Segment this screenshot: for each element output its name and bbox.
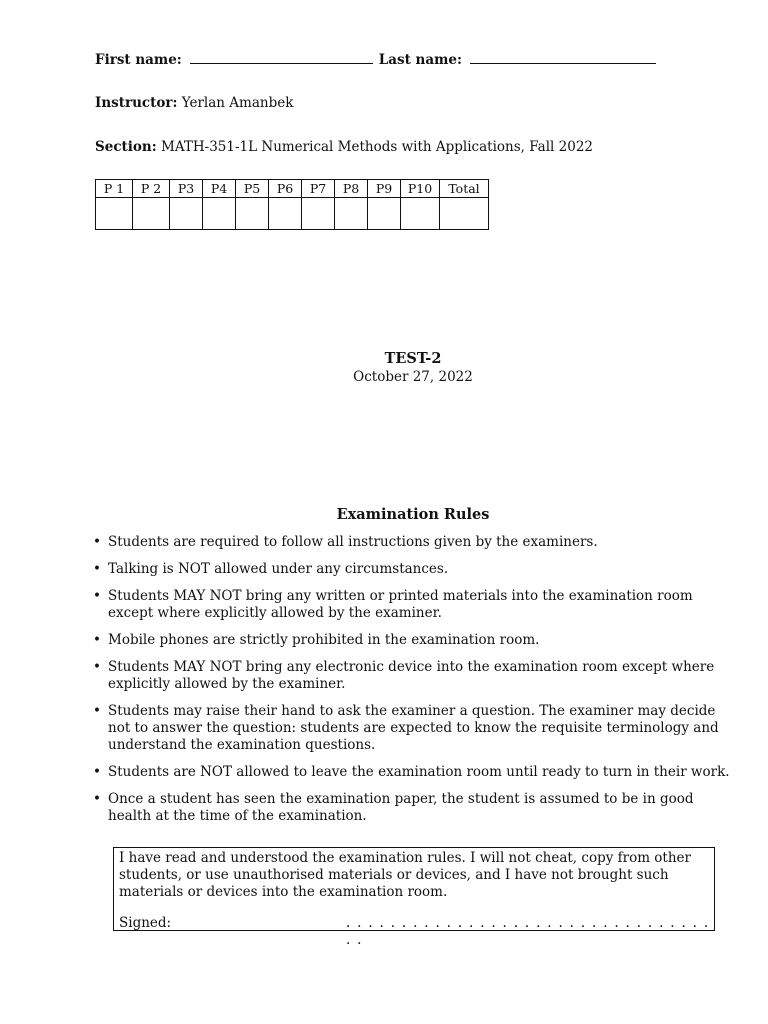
- bullet-icon: •: [93, 632, 101, 648]
- rule-item: [93, 703, 733, 754]
- score-header-cell: P 2: [133, 180, 170, 198]
- score-entry-cell[interactable]: [170, 198, 203, 230]
- score-entry-cell[interactable]: [440, 198, 489, 230]
- first-name-label: First name:: [95, 52, 182, 68]
- bullet-icon: •: [93, 588, 101, 604]
- bullet-icon: •: [93, 764, 101, 780]
- test-date: October 27, 2022: [353, 369, 473, 385]
- rule-item: [93, 588, 733, 622]
- signature-line[interactable]: . . . . . . . . . . . . . . . . . . . . . . . . . . . . . . . . . . .: [346, 915, 710, 948]
- score-table: [95, 179, 489, 230]
- rule-text: Students are required to follow all instructions given by the examiners.: [108, 534, 598, 550]
- score-header-cell: P9: [368, 180, 401, 198]
- section-value: MATH-351-1L Numerical Methods with Applications, Fall 2022: [161, 139, 594, 155]
- signed-label: Signed:: [119, 915, 172, 931]
- name-row: [95, 52, 656, 68]
- rule-text: Students are NOT allowed to leave the examination room until ready to turn in their work.: [108, 764, 730, 780]
- section-row: [95, 139, 593, 155]
- score-header-cell: P4: [203, 180, 236, 198]
- score-header-cell: P 1: [96, 180, 133, 198]
- bullet-icon: •: [93, 703, 101, 719]
- first-name-field[interactable]: [190, 53, 373, 64]
- score-entry-cell[interactable]: [269, 198, 302, 230]
- instructor-row: [95, 95, 293, 111]
- rule-text: Talking is NOT allowed under any circumstances.: [108, 561, 449, 577]
- score-header-cell: P3: [170, 180, 203, 198]
- score-entry-cell[interactable]: [96, 198, 133, 230]
- last-name-label: Last name:: [378, 52, 462, 68]
- score-entry-cell[interactable]: [203, 198, 236, 230]
- pledge-text: I have read and understood the examination rules. I will not cheat, copy from other students, or use unauthorised materials or devices, and I have not brought such materials or devices into the examination room.: [119, 850, 691, 900]
- rules-list: [93, 534, 733, 835]
- score-table-entry-row: [96, 198, 489, 230]
- rule-item: [93, 764, 733, 781]
- score-header-cell: Total: [440, 180, 489, 198]
- rules-heading: Examination Rules: [336, 506, 490, 523]
- rule-text: Students may raise their hand to ask the examiner a question. The examiner may decide not to answer the question: students are expected to know the requisite terminology and understand the examination questions.: [108, 703, 719, 753]
- pledge-box: [113, 847, 715, 948]
- score-table-header-row: [96, 180, 489, 198]
- bullet-icon: •: [93, 561, 101, 577]
- section-label: Section:: [95, 139, 157, 155]
- rule-item: [93, 632, 733, 649]
- score-header-cell: P10: [401, 180, 440, 198]
- score-header-cell: P8: [335, 180, 368, 198]
- instructor-label: Instructor:: [95, 95, 178, 111]
- rule-text: Students MAY NOT bring any written or printed materials into the examination room except where explicitly allowed by the examiner.: [108, 588, 693, 621]
- score-entry-cell[interactable]: [302, 198, 335, 230]
- bullet-icon: •: [93, 534, 101, 550]
- rule-text: Students MAY NOT bring any electronic device into the examination room except where explicitly allowed by the examiner.: [108, 659, 715, 692]
- score-entry-cell[interactable]: [133, 198, 170, 230]
- bullet-icon: •: [93, 659, 101, 675]
- rule-item: [93, 659, 733, 693]
- rule-item: [93, 534, 733, 551]
- score-header-cell: P6: [269, 180, 302, 198]
- bullet-icon: •: [93, 791, 101, 807]
- score-entry-cell[interactable]: [368, 198, 401, 230]
- score-entry-cell[interactable]: [236, 198, 269, 230]
- score-header-cell: P5: [236, 180, 269, 198]
- score-entry-cell[interactable]: [401, 198, 440, 230]
- score-entry-cell[interactable]: [335, 198, 368, 230]
- test-title: TEST-2: [384, 350, 442, 367]
- rule-text: Once a student has seen the examination paper, the student is assumed to be in good health at the time of the examination.: [108, 791, 694, 824]
- last-name-field[interactable]: [470, 53, 656, 64]
- rule-item: [93, 561, 733, 578]
- instructor-value: Yerlan Amanbek: [181, 95, 294, 111]
- rule-item: [93, 791, 733, 825]
- rule-text: Mobile phones are strictly prohibited in the examination room.: [108, 632, 540, 648]
- score-header-cell: P7: [302, 180, 335, 198]
